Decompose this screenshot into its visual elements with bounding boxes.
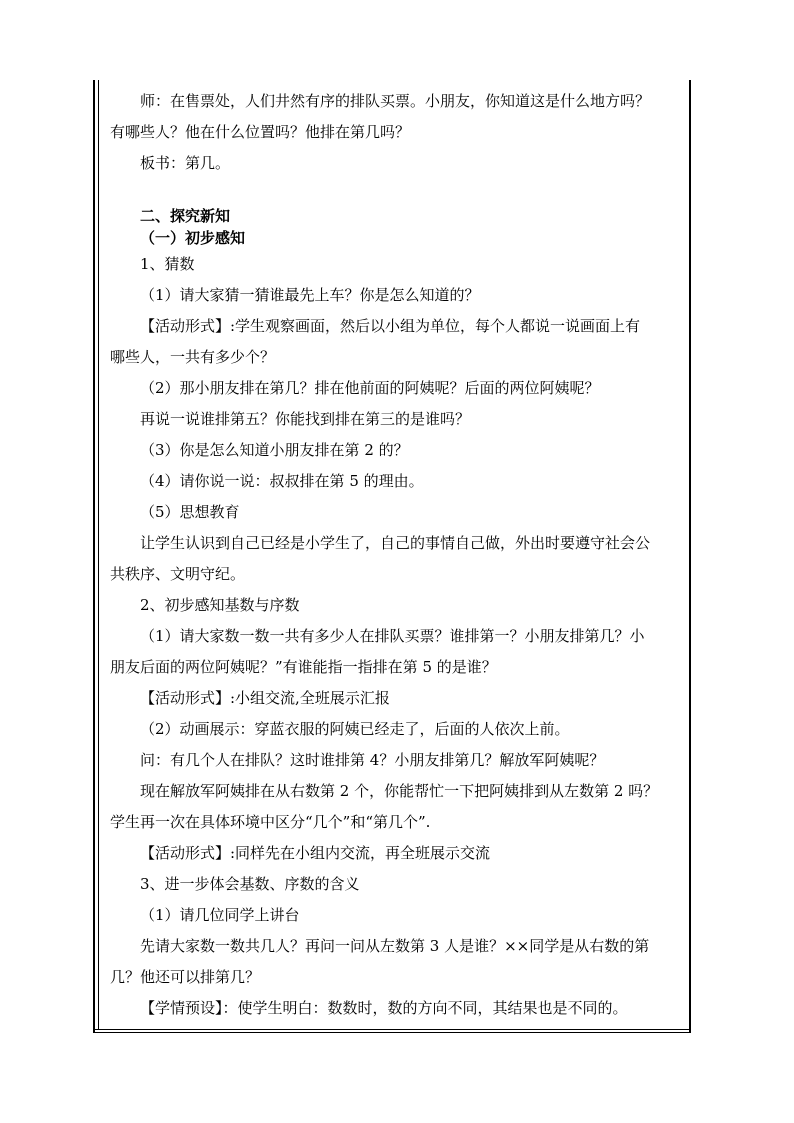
paragraph: 现在解放军阿姨排在从右数第 2 个，你能帮忙一下把阿姨排到从左数第 2 吗？: [140, 782, 659, 800]
table-border-left-inner: [98, 80, 99, 1030]
paragraph: （1）请大家猜一猜谁最先上车？你是怎么知道的？: [140, 286, 480, 304]
paragraph: 【活动形式】:同样先在小组内交流，再全班展示交流: [140, 844, 491, 862]
paragraph: 【活动形式】:小组交流,全班展示汇报: [140, 689, 390, 707]
paragraph: 让学生认识到自己已经是小学生了，自己的事情自己做，外出时要遵守社会公: [140, 534, 651, 552]
paragraph: 哪些人，一共有多少个？: [110, 348, 276, 366]
paragraph: 师：在售票处，人们井然有序的排队买票。小朋友，你知道这是什么地方吗？: [140, 92, 651, 110]
paragraph: 共秩序、文明守纪。: [110, 565, 246, 583]
item-heading: 1、猜数: [140, 255, 195, 273]
paragraph: 【活动形式】:学生观察画面，然后以小组为单位，每个人都说一说画面上有: [140, 317, 641, 335]
paragraph: 先请大家数一数共几人？再问一问从左数第 3 人是谁？××同学是从右数的第: [140, 937, 650, 955]
paragraph: 问：有几个人在排队？这时谁排第 4？小朋友排第几？解放军阿姨呢？: [140, 751, 605, 769]
paragraph: 学生再一次在具体环境中区分“几个”和“第几个”.: [110, 813, 431, 831]
paragraph: （2）动画展示：穿蓝衣服的阿姨已经走了，后面的人依次上前。: [140, 720, 570, 738]
paragraph: （2）那小朋友排在第几？排在他前面的阿姨呢？后面的两位阿姨呢？: [140, 379, 600, 397]
table-border-bottom-double: [93, 1032, 691, 1033]
paragraph: 板书：第几。: [140, 154, 231, 172]
table-border-left-outer: [93, 80, 95, 1032]
paragraph: 几？他还可以排第几？: [110, 968, 261, 986]
table-border-right: [689, 80, 691, 1032]
section-heading: 二、探究新知: [140, 207, 231, 225]
paragraph: 有哪些人？他在什么位置吗？他排在第几吗？: [110, 123, 411, 141]
lesson-content: [110, 86, 682, 1024]
paragraph: 【学情预设】：使学生明白：数数时，数的方向不同，其结果也是不同的。: [140, 999, 628, 1017]
paragraph: （1）请大家数一数一共有多少人在排队买票？谁排第一？小朋友排第几？小: [140, 627, 645, 645]
item-heading: 2、初步感知基数与序数: [140, 596, 300, 614]
paragraph: （5）思想教育: [140, 503, 240, 521]
paragraph: 朋友后面的两位阿姨呢？”有谁能指一指排在第 5 的是谁？: [110, 658, 497, 676]
subsection-heading: （一）初步感知: [140, 229, 246, 247]
paragraph: 再说一说谁排第五？你能找到排在第三的是谁吗？: [140, 410, 471, 428]
spacer: [110, 179, 682, 205]
paragraph: （4）请你说一说：叔叔排在第 5 的理由。: [140, 472, 424, 490]
item-heading: 3、进一步体会基数、序数的含义: [140, 875, 360, 893]
paragraph: （3）你是怎么知道小朋友排在第 2 的？: [140, 441, 409, 459]
paragraph: （1）请几位同学上讲台: [140, 906, 300, 924]
table-border-bottom: [93, 1029, 691, 1030]
